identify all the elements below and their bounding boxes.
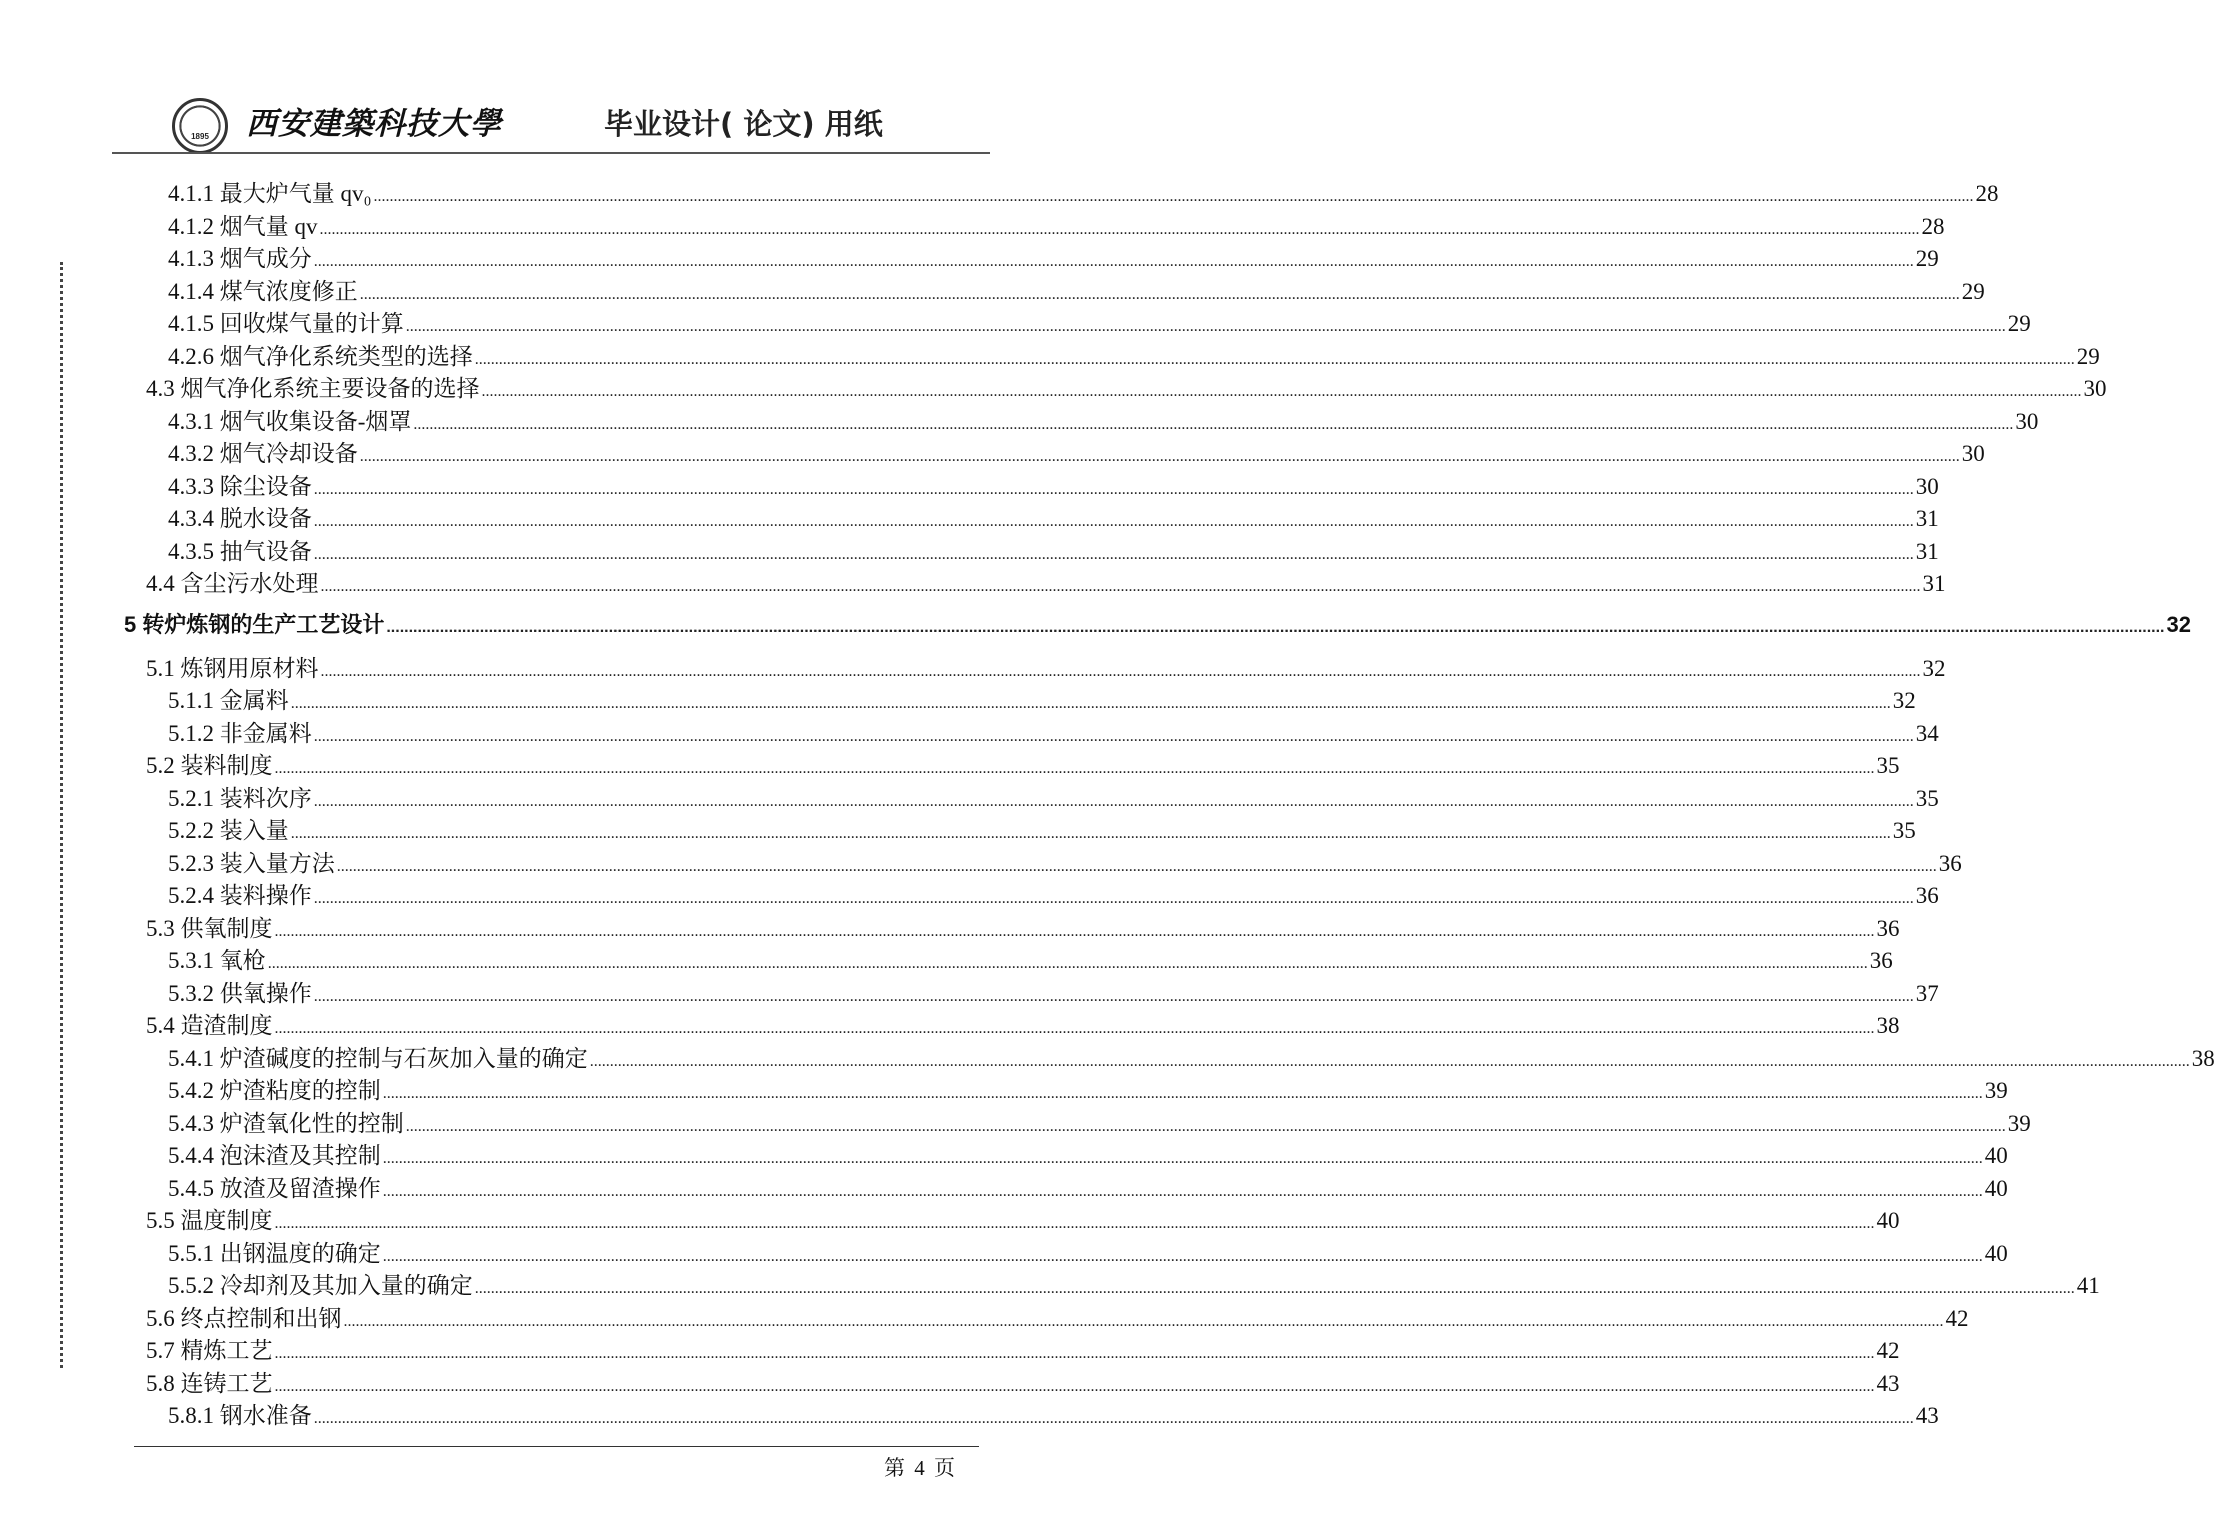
toc-entry[interactable]: [146, 1303, 1969, 1335]
toc-leader-dots: ................................................................................................................................................................................................................................................................................................................................................................................................................: [313, 890, 1914, 907]
toc-entry-page: 29: [1915, 246, 1939, 271]
toc-leader-dots: ................................................................................................................................................................................................................................................................................................................................................................................................................: [313, 727, 1914, 745]
toc-leader-dots: ................................................................................................................................................................................................................................................................................................................................................................................................................: [313, 792, 1914, 810]
toc-entry-label: 4.3.4 脱水设备: [168, 506, 312, 531]
toc-entry-page: 31: [1922, 571, 1946, 596]
toc-entry-label: 5.5.2 冷却剂及其加入量的确定: [168, 1273, 473, 1298]
toc-entry-label: 5.6 终点控制和出钢: [146, 1305, 342, 1331]
toc-leader-dots: ................................................................................................................................................................................................................................................................................................................................................................................................................: [382, 1182, 1983, 1200]
toc-entry[interactable]: [168, 1075, 2008, 1107]
toc-entry-label: 4.3.3 除尘设备: [168, 473, 312, 499]
toc-entry-label: 5.2.2 装入量: [168, 818, 289, 843]
page-header: [112, 88, 990, 150]
toc-entry[interactable]: [168, 438, 1985, 470]
toc-entry[interactable]: [168, 1140, 2008, 1172]
toc-entry-page: 36: [1876, 915, 1900, 941]
toc-entry[interactable]: [146, 1368, 1900, 1400]
toc-entry-page: 30: [1961, 441, 1985, 466]
toc-entry-page: 43: [1876, 1370, 1900, 1396]
toc-entry-page: 35: [1915, 785, 1939, 811]
toc-entry-page: 39: [1984, 1078, 2008, 1103]
toc-entry-page: 40: [1876, 1208, 1900, 1233]
toc-entry-page: 30: [2083, 376, 2107, 401]
toc-entry-label: 5.3 供氧制度: [146, 915, 273, 941]
toc-entry-label: 4.3.2 烟气冷却设备: [168, 441, 358, 466]
toc-entry[interactable]: [168, 685, 1916, 717]
toc-entry-label: 5 转炉炼钢的生产工艺设计: [124, 611, 385, 637]
toc-entry-page: 43: [1915, 1403, 1939, 1428]
toc-entry-page: 35: [1876, 753, 1900, 778]
toc-entry-label: 5.1.2 非金属料: [168, 720, 312, 746]
toc-entry-page: 32: [2166, 611, 2191, 637]
toc-entry-label: 4.1.2 烟气量 qv: [168, 213, 318, 239]
toc-entry-page: 36: [1915, 883, 1939, 908]
toc-entry-label: 4.4 含尘污水处理: [146, 571, 319, 596]
toc-entry[interactable]: [168, 1400, 1939, 1432]
toc-entry-page: 41: [2076, 1273, 2100, 1298]
toc-entry[interactable]: [146, 1010, 1900, 1042]
toc-leader-dots: ................................................................................................................................................................................................................................................................................................................................................................................................................: [313, 987, 1914, 1005]
toc-entry-page: 35: [1892, 818, 1916, 843]
toc-entry-page: 29: [2076, 343, 2100, 369]
toc-entry-label: 5.3.2 供氧操作: [168, 980, 312, 1006]
toc-leader-dots: ................................................................................................................................................................................................................................................................................................................................................................................................................: [405, 1117, 2006, 1135]
toc-entry-label: 5.5.1 出钢温度的确定: [168, 1240, 381, 1266]
toc-leader-dots: ................................................................................................................................................................................................................................................................................................................................................................................................................: [336, 857, 1937, 875]
toc-leader-dots: ................................................................................................................................................................................................................................................................................................................................................................................................................: [274, 922, 1875, 940]
toc-entry-page: 34: [1915, 720, 1939, 746]
toc-entry[interactable]: [146, 750, 1900, 782]
toc-leader-dots: ................................................................................................................................................................................................................................................................................................................................................................................................................: [474, 350, 2075, 368]
toc-entry-page: 39: [2007, 1110, 2031, 1136]
toc-entry[interactable]: [168, 276, 1985, 308]
toc-entry-page: 32: [1892, 688, 1916, 713]
header-subtitle: 毕业设计( 论文) 用纸: [604, 107, 883, 141]
toc-leader-dots: ................................................................................................................................................................................................................................................................................................................................................................................................................: [313, 545, 1914, 563]
toc-entry[interactable]: [168, 783, 1939, 815]
toc-entry-label: 5.4.3 炉渣氧化性的控制: [168, 1110, 404, 1136]
toc-entry-page: 38: [2191, 1045, 2215, 1071]
binding-dotted-line: [60, 262, 63, 1368]
toc-entry[interactable]: [168, 1173, 2008, 1205]
toc-entry-page: 31: [1915, 538, 1939, 564]
toc-leader-dots: ................................................................................................................................................................................................................................................................................................................................................................................................................: [319, 220, 1920, 238]
toc-entry-page: 42: [1876, 1338, 1900, 1363]
toc-entry-label: 5.1.1 金属料: [168, 688, 289, 713]
toc-leader-dots: ................................................................................................................................................................................................................................................................................................................................................................................................................: [320, 578, 1921, 595]
toc-leader-dots: ................................................................................................................................................................................................................................................................................................................................................................................................................: [320, 662, 1921, 680]
toc-entry[interactable]: [168, 243, 1939, 275]
toc-leader-dots: ................................................................................................................................................................................................................................................................................................................................................................................................................: [313, 1410, 1914, 1427]
toc-leader-dots: ................................................................................................................................................................................................................................................................................................................................................................................................................: [274, 1215, 1875, 1232]
toc-entry-label: 5.4.1 炉渣碱度的控制与石灰加入量的确定: [168, 1045, 588, 1071]
university-seal-logo: [172, 98, 228, 154]
toc-leader-dots: ................................................................................................................................................................................................................................................................................................................................................................................................................: [343, 1312, 1944, 1330]
toc-leader-dots: ................................................................................................................................................................................................................................................................................................................................................................................................................: [382, 1247, 1983, 1265]
toc-entry-label: 5.8 连铸工艺: [146, 1370, 273, 1396]
toc-leader-dots: ................................................................................................................................................................................................................................................................................................................................................................................................................: [274, 1377, 1875, 1395]
toc-entry-label: 5.4.2 炉渣粘度的控制: [168, 1078, 381, 1103]
toc-entry-page: 40: [1984, 1175, 2008, 1201]
toc-leader-dots: ................................................................................................................................................................................................................................................................................................................................................................................................................: [359, 448, 1960, 465]
toc-leader-dots: ................................................................................................................................................................................................................................................................................................................................................................................................................: [413, 415, 2014, 433]
toc-leader-dots: ................................................................................................................................................................................................................................................................................................................................................................................................................: [359, 285, 1960, 303]
toc-leader-dots: ................................................................................................................................................................................................................................................................................................................................................................................................................: [313, 480, 1914, 498]
toc-entry[interactable]: [168, 1043, 2215, 1075]
toc-entry-label: 5.8.1 钢水准备: [168, 1403, 312, 1428]
toc-leader-dots: ................................................................................................................................................................................................................................................................................................................................................................................................................: [267, 955, 1868, 972]
toc-entry[interactable]: [168, 211, 1945, 243]
toc-entry-page: 28: [1921, 213, 1945, 239]
toc-entry-label: 5.1 炼钢用原材料: [146, 655, 319, 681]
toc-leader-dots: ................................................................................................................................................................................................................................................................................................................................................................................................................: [382, 1085, 1983, 1102]
toc-leader-dots: ................................................................................................................................................................................................................................................................................................................................................................................................................: [405, 318, 2006, 335]
toc-entry-label: 5.3.1 氧枪: [168, 948, 266, 973]
toc-leader-dots: ................................................................................................................................................................................................................................................................................................................................................................................................................: [481, 383, 2082, 400]
toc-leader-dots: ................................................................................................................................................................................................................................................................................................................................................................................................................: [589, 1052, 2190, 1070]
toc-entry[interactable]: [168, 308, 2031, 340]
toc-leader-dots: ................................................................................................................................................................................................................................................................................................................................................................................................................: [274, 1020, 1875, 1037]
toc-entry-page: 40: [1984, 1143, 2008, 1168]
toc-entry-label: 4.2.6 烟气净化系统类型的选择: [168, 343, 473, 369]
toc-entry[interactable]: [168, 945, 1893, 977]
toc-entry[interactable]: [168, 536, 1939, 568]
toc-entry-label: 5.4.5 放渣及留渣操作: [168, 1175, 381, 1201]
toc-entry-page: 30: [1915, 473, 1939, 499]
toc-leader-dots: ................................................................................................................................................................................................................................................................................................................................................................................................................: [373, 188, 1974, 205]
toc-entry-label: 5.4 造渣制度: [146, 1013, 273, 1038]
toc-entry-label: 4.3.5 抽气设备: [168, 538, 312, 564]
toc-entry-page: 42: [1945, 1305, 1969, 1331]
toc-entry[interactable]: [168, 978, 1939, 1010]
toc-entry-label: 4.1.3 烟气成分: [168, 246, 312, 271]
toc-entry[interactable]: [146, 568, 1946, 600]
toc-entry[interactable]: [146, 653, 1946, 685]
toc-entry-label: 4.3.1 烟气收集设备-烟罩: [168, 408, 412, 434]
toc-entry-page: 30: [2015, 408, 2039, 434]
toc-entry[interactable]: [168, 503, 1939, 535]
toc-entry[interactable]: [168, 848, 1962, 880]
toc-leader-dots: ................................................................................................................................................................................................................................................................................................................................................................................................................: [290, 825, 1891, 842]
university-name: 西安建築科技大學: [246, 106, 502, 142]
toc-entry[interactable]: [168, 406, 2039, 438]
toc-entry[interactable]: [168, 718, 1939, 750]
toc-entry-label: 5.4.4 泡沫渣及其控制: [168, 1143, 381, 1168]
toc-entry[interactable]: [168, 471, 1939, 503]
toc-entry[interactable]: [168, 815, 1916, 847]
toc-entry-label: 5.7 精炼工艺: [146, 1338, 273, 1363]
toc-entry-label: 5.2.3 装入量方法: [168, 850, 335, 876]
toc-entry-page: 36: [1938, 850, 1962, 876]
toc-entry-label: 4.3 烟气净化系统主要设备的选择: [146, 376, 480, 401]
toc-entry[interactable]: [168, 880, 1939, 912]
toc-entry[interactable]: [146, 1205, 1900, 1237]
toc-entry[interactable]: [168, 341, 2100, 373]
toc-entry[interactable]: [124, 609, 2191, 641]
toc-entry[interactable]: [146, 373, 2107, 405]
toc-entry-label: 4.1.4 煤气浓度修正: [168, 278, 358, 304]
page-number: 第 4 页: [884, 1456, 957, 1480]
toc-entry[interactable]: [168, 1238, 2008, 1270]
toc-leader-dots: ................................................................................................................................................................................................................................................................................................................................................................................................................: [274, 760, 1875, 777]
toc-entry-page: 28: [1975, 181, 1999, 206]
header-divider: [112, 152, 990, 154]
seal-year: 1895: [191, 132, 209, 141]
toc-entry-page: 29: [1961, 278, 1985, 304]
toc-entry[interactable]: [168, 1108, 2031, 1140]
toc-leader-dots: ................................................................................................................................................................................................................................................................................................................................................................................................................: [313, 253, 1914, 270]
toc-leader-dots: ................................................................................................................................................................................................................................................................................................................................................................................................................: [474, 1280, 2075, 1297]
toc-leader-dots: ................................................................................................................................................................................................................................................................................................................................................................................................................: [274, 1345, 1875, 1362]
toc-leader-dots: ................................................................................................................................................................................................................................................................................................................................................................................................................: [386, 618, 2165, 636]
toc-entry[interactable]: [146, 1335, 1900, 1367]
toc-entry-page: 37: [1915, 980, 1939, 1006]
toc-entry-page: 29: [2007, 311, 2031, 336]
toc-leader-dots: ................................................................................................................................................................................................................................................................................................................................................................................................................: [382, 1150, 1983, 1167]
toc-leader-dots: ................................................................................................................................................................................................................................................................................................................................................................................................................: [290, 695, 1891, 712]
toc-entry-label: 4.1.5 回收煤气量的计算: [168, 311, 404, 336]
toc-entry-page: 32: [1922, 655, 1946, 681]
toc-entry-page: 38: [1876, 1013, 1900, 1038]
toc-leader-dots: ................................................................................................................................................................................................................................................................................................................................................................................................................: [313, 513, 1914, 530]
toc-entry-label: 5.2.4 装料操作: [168, 883, 312, 908]
toc-entry-label: 5.2.1 装料次序: [168, 785, 312, 811]
toc-entry-page: 31: [1915, 506, 1939, 531]
toc-entry[interactable]: [168, 1270, 2100, 1302]
toc-entry[interactable]: [168, 178, 1999, 210]
footer-divider: [134, 1446, 979, 1447]
toc-entry-label: 5.5 温度制度: [146, 1208, 273, 1233]
toc-entry-label: 4.1.1 最大炉气量 qv₀: [168, 181, 372, 206]
toc-entry-page: 40: [1984, 1240, 2008, 1266]
toc-entry-page: 36: [1869, 948, 1893, 973]
toc-entry[interactable]: [146, 913, 1900, 945]
toc-entry-label: 5.2 装料制度: [146, 753, 273, 778]
